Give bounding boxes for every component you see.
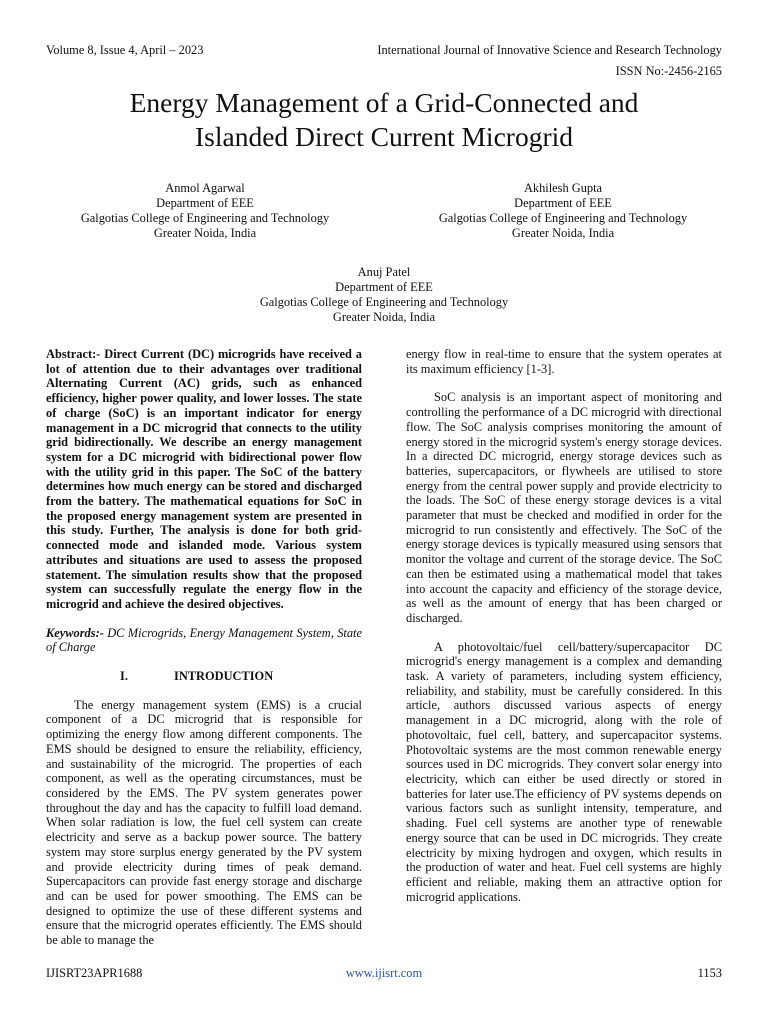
paper-title [40,86,728,154]
abstract: Abstract:- Direct Current (DC) microgrids have received a lot of attention due to their advantages over traditional Alternating Current (AC) grids, such as enhanced efficiency, higher power quality, and lower losses. The state of charge (SoC) is an important indicator for energy management in a DC microgrid that connects to the utility grid bidirectionally. We describe an energy management system for a DC microgrid with bidirectional power flow with the utility grid in this paper. The SoC of the battery determines how much energy can be stored and discharged from the battery. The mathematical equations for SoC in the proposed energy management system are presented in this study. Further, The analysis is done for both grid-connected mode and islanded mode. Various system attributes and situations are used to assess the proposed statement. The simulation results show that the proposed system can successfully regulate the energy flow in the microgrid and achieve the desired objectives. [46,347,362,611]
section-heading [46,669,362,684]
soc-paragraph: SoC analysis is an important aspect of monitoring and controlling the performance of a DC microgrid with directional flow. The SoC analysis comprises monitoring the amount of energy stored in the microgrid system's energy storage devices. In a directed DC microgrid, energy storage devices such as batteries, supercapacitors, or flywheels are utilised to store energy from the central power supply and provide electricity to the loads. The SoC of these energy storage devices is a vital parameter that must be checked and modified in order for the microgrid to run consistently and effectively. The SoC of the energy storage devices is typically measured using sensors that monitor the voltage and current of the storage device. The SoC can then be estimated using a mathematical model that takes into account the capacity and efficiency of the storage device, as well as the amount of energy that has been charged or discharged. [406,390,722,625]
author-block-2 [404,181,722,241]
journal-name: International Journal of Innovative Science and Research Technology [377,43,722,57]
keywords-text: DC Microgrids, Energy Management System, State of Charge [46,625,362,655]
intro-paragraph: The energy management system (EMS) is a crucial component of a DC microgrid that is responsible for optimizing the energy flow among different components. The EMS should be designed to ensure the reliability, efficiency, and sustainability of the microgrid. The properties of each component, as well as the operating circumstances, must be considered by the EMS. The PV system generates power throughout the day and has the capacity to fulfill load demand. When solar radiation is low, the fuel cell system can create electricity and serve as a backup power source. The battery system may store surplus energy generated by the PV system and provide electricity during times of peak demand. Supercapacitors can provide fast energy storage and discharge and can be used for power smoothing. The EMS can be designed to optimize the use of these different systems and ensure that the microgrid operates efficiently. The EMS should be able to manage the [46,697,362,948]
author-name: Akhilesh Gupta [523,181,603,195]
author-department: Department of EEE [514,196,612,210]
author-department: Department of EEE [335,280,433,294]
paper-id: IJISRT23APR1688 [46,966,143,980]
author-college: Galgotias College of Engineering and Technology [259,295,509,309]
author-department: Department of EEE [156,196,254,210]
author-block-3 [200,265,568,325]
author-location: Greater Noida, India [332,310,436,324]
paragraph-continuation: energy flow in real-time to ensure that the system operates at its maximum efficiency [1-3]. [406,347,722,376]
left-column [46,347,362,948]
section-title: INTRODUCTION [174,669,274,684]
keywords [46,626,362,655]
author-college: Galgotias College of Engineering and Technology [438,211,688,225]
paper-title-line-1: Energy Management of a Grid-Connected and [129,87,639,118]
right-column [406,347,722,904]
author-block-1 [46,181,364,241]
author-college: Galgotias College of Engineering and Technology [80,211,330,225]
journal-volume: Volume 8, Issue 4, April – 2023 [46,43,204,57]
journal-issn: ISSN No:-2456-2165 [615,64,722,78]
keywords-label: Keywords:- [46,625,104,640]
microgrid-paragraph: A photovoltaic/fuel cell/battery/supercapacitor DC microgrid's energy management is a complex and demanding task. A variety of parameters, including system efficiency, reliability, and stability, must be carefully considered. In this article, authors discussed various aspects of energy management in a DC microgrid, along with the role of photovoltaic, fuel cell, battery, and supercapacitor systems. Photovoltaic systems are the most common renewable energy sources used in DC microgrids. They convert solar energy into electricity, which can either be used directly or stored in batteries for later use.The efficiency of PV systems depends on various factors such as sunlight intensity, temperature, and shading. Fuel cell systems are another type of renewable energy source that can be used in DC microgrids. They create electricity by mixing hydrogen and oxygen, which results in the production of water and heat. Fuel cell systems are highly efficient and reliable, making them an attractive option for microgrid applications. [406,639,722,904]
author-location: Greater Noida, India [153,226,257,240]
paper-title-line-2: Islanded Direct Current Microgrid [194,121,573,152]
journal-website-link[interactable]: www.ijisrt.com [345,966,423,980]
author-name: Anmol Agarwal [165,181,245,195]
author-name: Anuj Patel [357,265,411,279]
author-location: Greater Noida, India [511,226,615,240]
section-number: I. [120,669,128,684]
page-number: 1153 [697,966,722,980]
